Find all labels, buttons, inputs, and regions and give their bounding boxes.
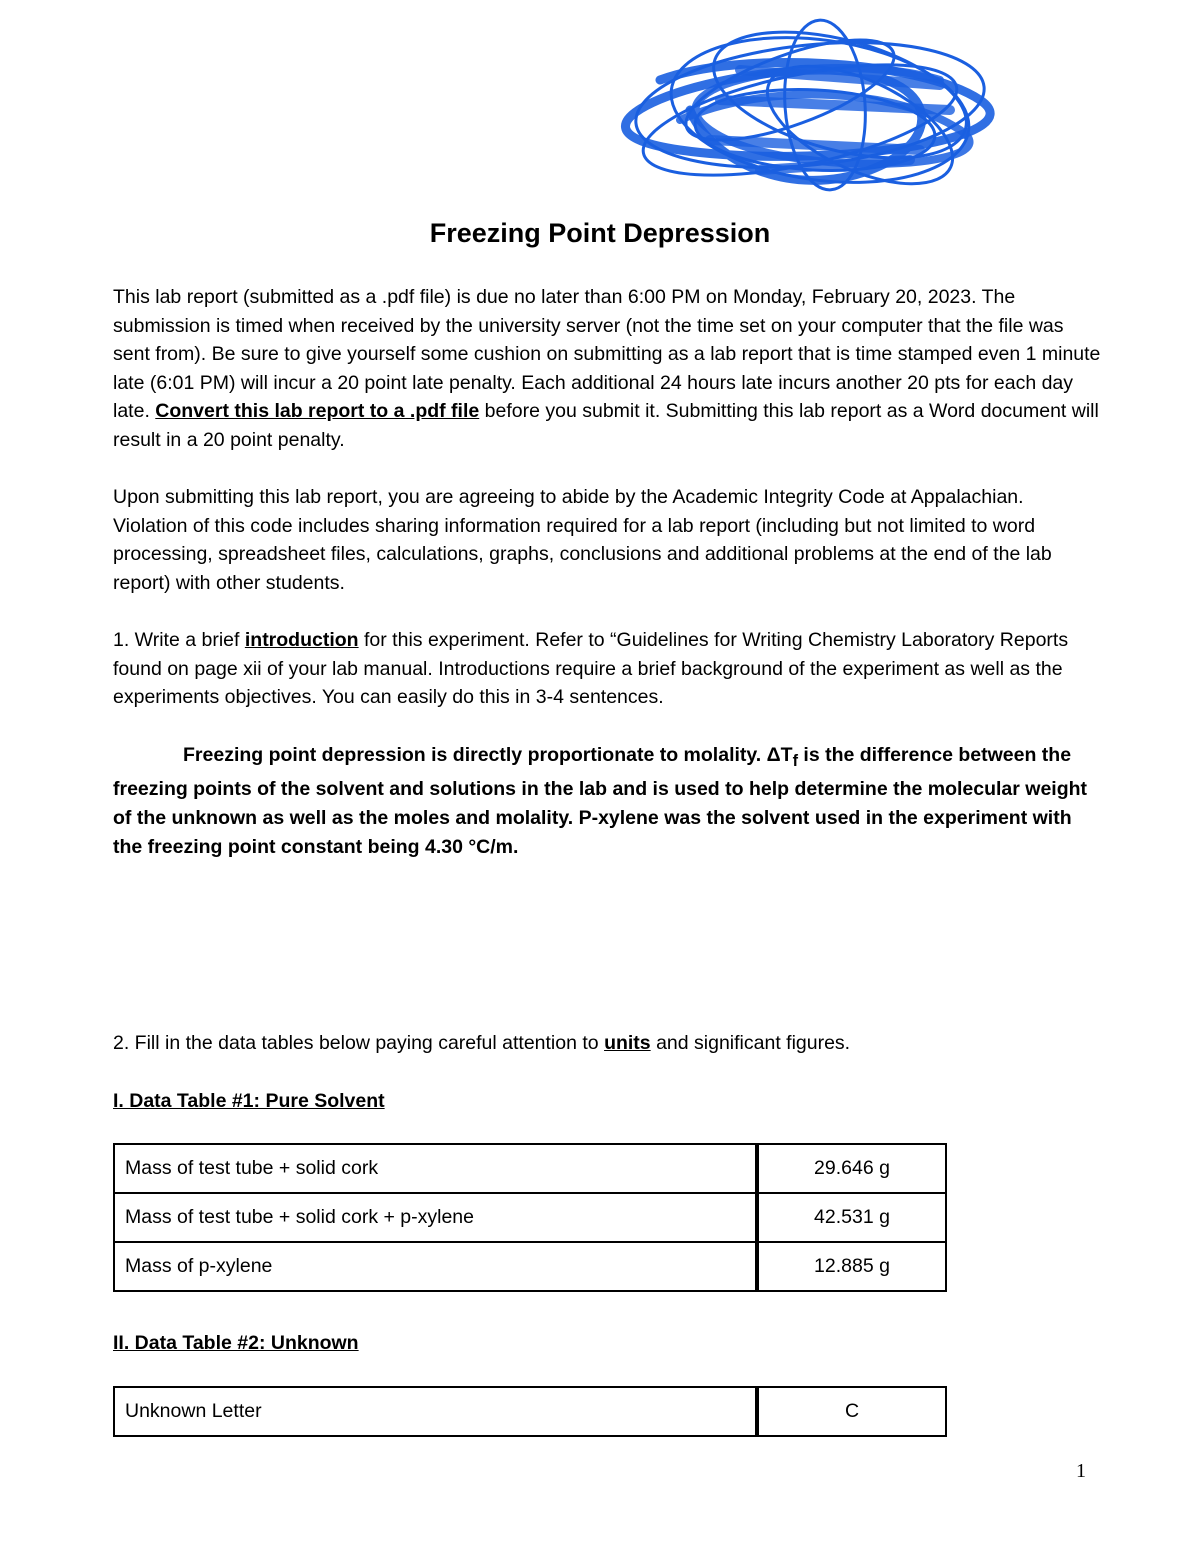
table-1-heading: I. Data Table #1: Pure Solvent (113, 1090, 385, 1112)
question-2-suffix: and significant figures. (650, 1032, 851, 1054)
submission-text: This lab report (submitted as a .pdf file) is due no later than 6:00 PM on Monday, February 20, 2023. The submission is timed when received by the university server (not the time set on your computer that the file was sent from). Be sure to give yourself some cushion on submitting as a lab report that is time stamped even 1 minute late (6:01 PM) will incur a 20 point late penalty. Each additional 24 hours late incurs another 20 pts for each day late. (113, 286, 1101, 423)
table-cell-label: Unknown Letter (114, 1387, 757, 1436)
redaction-scribble (620, 10, 1010, 200)
table-cell-value: 12.885 g (757, 1242, 946, 1291)
submission-paragraph (113, 283, 1103, 455)
table-cell-label: Mass of p-xylene (114, 1242, 757, 1291)
table-cell-value: C (757, 1387, 946, 1436)
table-cell-label: Mass of test tube + solid cork + p-xylene (114, 1193, 757, 1242)
answer-1-part2: is the difference between the freezing points of the solvent and solutions in the lab and is used to help determine the molecular weight of the unknown as well as the moles and molality. P-xylene was the solvent used in the experiment with the freezing point constant being 4.30 °C/m. (113, 744, 1088, 858)
table-cell-value: 29.646 g (757, 1144, 946, 1193)
table-cell-label: Mass of test tube + solid cork (114, 1144, 757, 1193)
question-1 (113, 626, 1103, 712)
answer-1 (113, 741, 1103, 861)
question-1-suffix: for this experiment. Refer to “Guidelines for Writing Chemistry Laboratory Reports found on page xii of your lab manual. Introductions require a brief background of the experiment as well as the experiments objectives. You can easily do this in 3-4 sentences. (113, 629, 1069, 709)
table-cell-value: 42.531 g (757, 1193, 946, 1242)
page-title: Freezing Point Depression (429, 218, 771, 248)
question-2 (113, 1029, 1103, 1058)
convert-pdf-emphasis: Convert this lab report to a .pdf file (155, 400, 480, 423)
table-row (114, 1387, 946, 1436)
table-row (114, 1193, 946, 1242)
data-table-unknown (113, 1386, 947, 1437)
question-2-keyword: units (604, 1032, 651, 1054)
question-2-prefix: 2. Fill in the data tables below paying careful attention to (113, 1032, 605, 1054)
integrity-paragraph: Upon submitting this lab report, you are agreeing to abide by the Academic Integrity Code at Appalachian. Violation of this code includes sharing information required for a lab report (including but not limited to word processing, spreadsheet files, calculations, graphs, conclusions and additional problems at the end of the lab report) with other students. (113, 486, 1052, 594)
question-1-prefix: 1. Write a brief (113, 629, 245, 651)
data-table-pure-solvent (113, 1143, 947, 1292)
table-row (114, 1242, 946, 1291)
table-row (114, 1144, 946, 1193)
question-1-keyword: introduction (244, 629, 359, 651)
table-2-heading: II. Data Table #2: Unknown (113, 1332, 359, 1354)
submission-text-end: before you submit it. Submitting this lab report as a Word document will result in a 20 point penalty. (113, 400, 1099, 451)
answer-1-subscript: f (792, 751, 798, 770)
page-number: 1 (1076, 1460, 1086, 1482)
answer-1-part1: Freezing point depression is directly proportionate to molality. ΔT (183, 744, 793, 766)
